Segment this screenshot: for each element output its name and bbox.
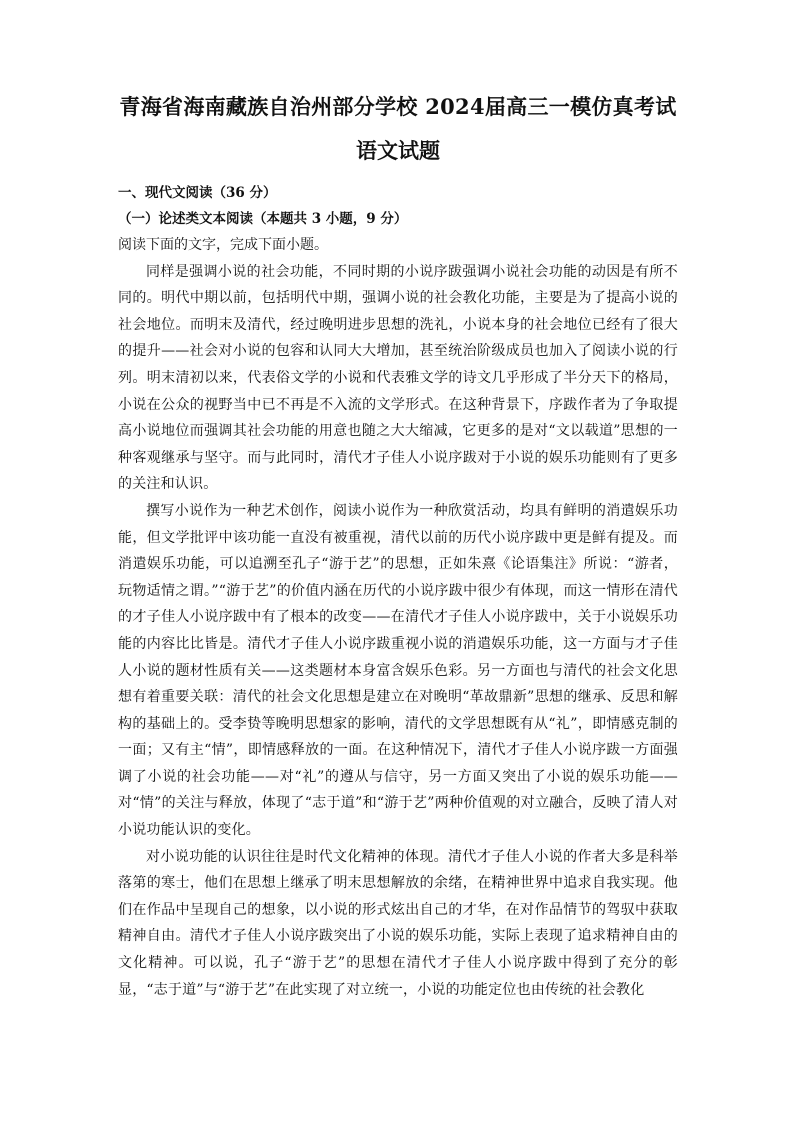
- reading-instruction: 阅读下面的文字，完成下面小题。: [118, 237, 328, 253]
- passage-paragraph-2: 撰写小说作为一种艺术创作，阅读小说作为一种欣赏活动，均具有鲜明的消遣娱乐功能，但文学批评中该功能一直没有被重视，清代以前的历代小说序跋中更是鲜有提及。而消遣娱乐功能，可以追溯至孔子“游于艺”的思想，正如朱熹《论语集注》所说：“游者，玩物适情之谓。”“游于艺”的价值内涵在历代的小说序跋中很少有体现，而这一情形在清代的才子佳人小说序跋中有了根本的改变——在清代才子佳人小说序跋中，关于小说娱乐功能的内容比比皆是。清代才子佳人小说序跋重视小说的消遣娱乐功能，这一方面与才子佳人小说的题材性质有关——这类题材本身富含娱乐色彩。另一方面也与清代的社会文化思想有着重要关联：清代的社会文化思想是建立在对晚明“革故鼎新”思想的继承、反思和解构的基础上的。受李贽等晚明思想家的影响，清代的文学思想既有从“礼”，即情感克制的一面；又有主“情”，即情感释放的一面。在这种情况下，清代才子佳人小说序跋一方面强调了小说的社会功能——对“礼”的遵从与信守，另一方面又突出了小说的娱乐功能——对“情”的关注与释放，体现了“志于道”和“游于艺”两种价值观的对立融合，反映了清人对小说功能认识的变化。: [118, 502, 678, 839]
- passage-paragraph-1: 同样是强调小说的社会功能，不同时期的小说序跋强调小说社会功能的动因是有所不同的。明代中期以前，包括明代中期，强调小说的社会教化功能，主要是为了提高小说的社会地位。而明末及清代，经过晚明进步思想的洗礼，小说本身的社会地位已经有了很大的提升——社会对小说的包容和认同大大增加，甚至统治阶级成员也加入了阅读小说的行列。明末清初以来，代表俗文学的小说和代表雅文学的诗文几乎形成了半分天下的格局，小说在公众的视野当中已不再是不入流的文学形式。在这种背景下，序跋作者为了争取提高小说地位而强调其社会功能的用意也随之大大缩减，它更多的是对“文以载道”思想的一种客观继承与坚守。而与此同时，清代才子佳人小说序跋对于小说的娱乐功能则有了更多的关注和认识。: [118, 263, 678, 493]
- exam-title: 青海省海南藏族自治州部分学校 2024届高三一模仿真考试: [119, 94, 677, 119]
- exam-page: [118, 92, 678, 1003]
- section-heading: 一、现代文阅读（36 分）: [118, 185, 277, 201]
- exam-subtitle: 语文试题: [356, 138, 440, 163]
- subsection-heading: （一）论述类文本阅读（本题共 3 小题，9 分）: [118, 211, 408, 227]
- passage-paragraph-3: 对小说功能的认识往往是时代文化精神的体现。清代才子佳人小说的作者大多是科举落第的寒士，他们在思想上继承了明末思想解放的余绪，在精神世界中追求自我实现。他们在作品中呈现自己的想象，以小说的形式炫出自己的才华，在对作品情节的驾驭中获取精神自由。清代才子佳人小说序跋突出了小说的娱乐功能，实际上表现了追求精神自由的文化精神。可以说，孔子“游于艺”的思想在清代才子佳人小说序跋中得到了充分的彰显，“志于道”与“游于艺”在此实现了对立统一，小说的功能定位也由传统的社会教化: [118, 848, 678, 998]
